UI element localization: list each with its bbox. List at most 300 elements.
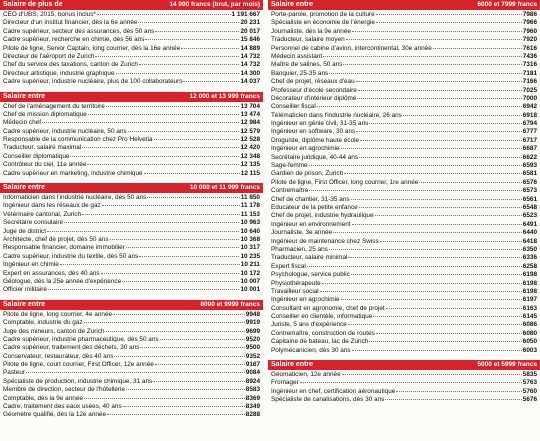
job-title: Chef de projet, industrie hydraulique: [271, 212, 374, 220]
job-title: Travailleur social: [271, 287, 319, 295]
salary-value: 14 732: [240, 52, 260, 60]
job-title: Cadre supérieur en marketing, industrie chimique: [3, 169, 143, 177]
salary-row: [0, 36, 263, 44]
salary-row: [268, 162, 540, 170]
dot-leader: [60, 264, 240, 265]
salary-row: [268, 170, 540, 178]
dot-leader: [358, 90, 522, 91]
dot-leader: [145, 39, 239, 40]
job-title: Psychologue, service public: [271, 271, 350, 279]
salary-value: 9352: [245, 352, 260, 360]
job-title: Cadre supérieur, recherche en chimie, dès 56 ans: [3, 36, 145, 44]
salary-value: 10 007: [240, 277, 260, 285]
job-title: Chef du service des taxations, canton de Zurich: [3, 61, 138, 69]
salary-row: [0, 194, 263, 202]
salary-row: [0, 353, 263, 361]
salary-row: [268, 263, 540, 271]
salary-row: [0, 219, 263, 227]
salary-value: 15 846: [240, 36, 260, 44]
salary-row: [268, 196, 540, 204]
job-title: Spécialiste en économie de l'énergie: [271, 19, 375, 27]
salary-row: [0, 11, 263, 19]
dot-leader: [110, 239, 240, 240]
salary-rows: [0, 102, 263, 179]
salary-value: 6145: [522, 313, 537, 321]
job-title: Cadre supérieur, traitement des déchets, 30 ans: [3, 344, 140, 352]
dot-leader: [122, 281, 239, 282]
salary-value: 12 115: [240, 169, 260, 177]
salary-row: [0, 411, 263, 419]
dot-leader: [419, 182, 521, 183]
salary-row: [0, 61, 263, 69]
salary-row: [0, 344, 263, 352]
job-title: Membre de direction, secteur de l'hôtellerie: [3, 386, 125, 394]
dot-leader: [356, 131, 522, 132]
section-header: [0, 183, 263, 193]
job-title: Architecte, chef de projet, dès 50 ans: [3, 235, 109, 243]
salary-value: 13 474: [240, 110, 260, 118]
job-title: Pasteur: [3, 369, 26, 377]
salary-row: [0, 128, 263, 136]
salary-value: 10 368: [240, 235, 260, 243]
salary-value: 7616: [522, 44, 537, 52]
salary-row: [0, 19, 263, 27]
salary-row: [268, 254, 540, 262]
dot-leader: [352, 31, 522, 32]
job-title: Cadre supérieur, industrie nucléaire, plus de 100 collaborateurs: [3, 78, 183, 86]
job-title: Médecin assistant: [271, 52, 323, 60]
job-title: Directeur d'un institut financier, dès la 6e année: [3, 19, 138, 27]
dot-leader: [344, 173, 522, 174]
dot-leader: [153, 381, 245, 382]
job-title: Expert en assurances, dès 40 ans: [3, 269, 100, 277]
dot-leader: [139, 64, 239, 65]
salary-row: [268, 45, 540, 53]
job-title: Chef de l'aménagement du territoire: [3, 102, 105, 110]
job-title: Secrétaire juridique, 40-44 ans: [271, 153, 359, 161]
dot-leader: [82, 214, 240, 215]
salary-row: [0, 286, 263, 294]
salary-rows: [0, 193, 263, 295]
dot-leader: [140, 347, 244, 348]
dot-leader: [376, 333, 522, 334]
salary-value: 9167: [245, 361, 260, 369]
salary-value: 20 231: [240, 19, 260, 27]
dot-leader: [396, 391, 521, 392]
job-title: Comptable, industrie du gaz: [3, 319, 83, 327]
job-title: Géomaticien, 12e année: [271, 371, 341, 379]
salary-value: 8369: [245, 394, 260, 402]
salary-row: [0, 311, 263, 319]
job-title: Juge des mineurs, canton de Zurich: [3, 327, 105, 335]
section-header: [0, 0, 263, 10]
job-title: Traducteur, salaire minimal: [271, 254, 348, 262]
section-title: Salaire entre: [3, 92, 46, 100]
dot-leader: [123, 406, 245, 407]
dot-leader: [106, 106, 240, 107]
dot-leader: [139, 256, 239, 257]
salary-row: [268, 137, 540, 145]
salary-row: [0, 261, 263, 269]
job-title: Ingénieur en agrochimie: [271, 145, 340, 153]
salary-value: 8924: [245, 377, 260, 385]
job-title: Secrétaire consulaire: [3, 219, 64, 227]
job-title: Éducateur de la petite enfance: [271, 203, 358, 211]
salary-value: 6198: [522, 271, 537, 279]
job-title: Traducteur, salaire moyen: [271, 36, 345, 44]
salary-value: 6198: [522, 287, 537, 295]
section-title: Salaire entre: [271, 361, 314, 369]
job-title: Géomètre qualifié, dès la 12e année: [3, 411, 107, 419]
salary-row: [268, 36, 540, 44]
salary-value: 7436: [522, 52, 537, 60]
salary-value: 7316: [522, 61, 537, 69]
salary-row: [0, 336, 263, 344]
job-title: Décorateur d'intérieur diplômé: [271, 94, 357, 102]
salary-value: 8349: [245, 403, 260, 411]
dot-leader: [403, 115, 522, 116]
right-column: [268, 0, 540, 405]
salary-value: 7986: [522, 11, 537, 18]
salary-row: [0, 119, 263, 127]
salary-value: 10 640: [240, 227, 260, 235]
salary-row: [0, 144, 263, 152]
salary-value: 12 984: [240, 119, 260, 127]
job-title: Informaticien dans l'industrie nucléaire, dès 50 ans: [3, 194, 147, 202]
salary-value: 6561: [522, 195, 537, 203]
salary-row: [0, 103, 263, 111]
job-title: Conseiller en clientèle, informatique: [271, 313, 373, 321]
salary-value: 10 172: [240, 269, 260, 277]
dot-leader: [343, 64, 521, 65]
salary-value: 6086: [522, 321, 537, 329]
job-title: Sage-femme: [271, 162, 308, 170]
job-title: Juriste, 5 ans d'expérience: [271, 321, 347, 329]
salary-row: [268, 271, 540, 279]
salary-value: 6491: [522, 220, 537, 228]
salary-row: [0, 395, 263, 403]
salary-row: [268, 246, 540, 254]
dot-leader: [385, 399, 521, 400]
salary-value: 8583: [245, 386, 260, 394]
dot-leader: [359, 207, 522, 208]
section-range: 14 000 francs (brut, par mois): [169, 1, 260, 8]
job-title: Juge de district: [3, 227, 46, 235]
salary-value: 12 348: [240, 152, 260, 160]
job-title: Directeur de l'aéroport de Zurich: [3, 52, 95, 60]
salary-row: [268, 321, 540, 329]
dot-leader: [333, 232, 522, 233]
salary-row: [0, 378, 263, 386]
dot-leader: [154, 139, 240, 140]
salary-row: [268, 95, 540, 103]
salary-row: [268, 388, 540, 396]
dot-leader: [376, 22, 522, 23]
job-title: Polymécanicien, dès 30 ans: [271, 346, 351, 354]
job-title: Consultant en agronomie, chef de projet: [271, 304, 385, 312]
salary-row: [0, 278, 263, 286]
salary-value: 5760: [522, 387, 537, 395]
job-title: Ingénieur de maintenance chez Swiss: [271, 237, 379, 245]
section-header: [268, 360, 540, 370]
dot-leader: [329, 249, 522, 250]
job-title: Contremaître: [271, 187, 309, 195]
salary-value: 6942: [522, 103, 537, 111]
dot-leader: [101, 273, 240, 274]
dot-leader: [160, 339, 245, 340]
dot-leader: [87, 164, 239, 165]
job-title: Banquier, 25-35 ans: [271, 69, 329, 77]
salary-row: [268, 120, 540, 128]
salary-value: 7181: [522, 69, 537, 77]
salary-row: [268, 347, 540, 355]
salary-row: [268, 238, 540, 246]
salary-value: 14 300: [240, 69, 260, 77]
salary-row: [268, 305, 540, 313]
salary-value: 11 850: [240, 194, 260, 202]
salary-row: [0, 28, 263, 36]
job-title: Droguiste, diplôme haute école: [271, 136, 360, 144]
job-title: Ingénieur en génie civil, 31-35 ans: [271, 120, 369, 128]
section-range: 5000 et 5999 francs: [477, 361, 537, 369]
salary-value: 9520: [245, 335, 260, 343]
job-title: Pilote de ligne, long courrier, 4e année: [3, 310, 113, 318]
dot-leader: [348, 324, 522, 325]
salary-value: 6440: [522, 229, 537, 237]
salary-value: 6080: [522, 329, 537, 337]
salary-value: 14 889: [240, 44, 260, 52]
job-title: Conseiller diplomatique: [3, 152, 70, 160]
salary-value: 5835: [522, 371, 537, 379]
dot-leader: [84, 322, 245, 323]
salary-row: [268, 371, 540, 379]
job-title: Ingénieur en agrochimie: [271, 296, 340, 304]
salary-row: [268, 61, 540, 69]
salary-row: [268, 87, 540, 95]
salary-value: 6050: [522, 338, 537, 346]
job-title: Chef de projet, réseaux d'eau: [271, 78, 355, 86]
job-title: Cadre supérieur, industrie nucléaire, 50 ans: [3, 127, 127, 135]
salary-value: 20 017: [240, 27, 260, 35]
salary-value: 6794: [522, 120, 537, 128]
dot-leader: [320, 291, 522, 292]
dot-leader: [342, 374, 522, 375]
job-title: Fromager: [271, 379, 299, 387]
salary-value: 9919: [245, 319, 260, 327]
salary-row: [0, 170, 263, 178]
salary-row: [268, 128, 540, 136]
salary-rows: [268, 370, 540, 405]
dot-leader: [433, 48, 522, 49]
salary-row: [268, 112, 540, 120]
salary-row: [268, 154, 540, 162]
job-title: Pilote de ligne, court courrier, First Officer, 12e année: [3, 361, 154, 369]
salary-row: [0, 369, 263, 377]
salary-value: 9699: [245, 327, 260, 335]
salary-value: 6163: [522, 304, 537, 312]
section-title: Salaire entre: [3, 300, 46, 308]
salary-row: [0, 236, 263, 244]
salary-row: [268, 396, 540, 404]
job-title: Journaliste, dès la 9e année: [271, 27, 351, 35]
dot-leader: [369, 123, 521, 124]
salary-value: 6336: [522, 254, 537, 262]
dot-leader: [329, 73, 522, 74]
dot-leader: [307, 266, 522, 267]
salary-row: [268, 11, 540, 19]
dot-leader: [155, 364, 245, 365]
dot-leader: [369, 341, 521, 342]
salary-value: 11 153: [240, 210, 260, 218]
salary-row: [0, 361, 263, 369]
salary-value: 6573: [522, 187, 537, 195]
salary-value: 13 704: [240, 102, 260, 110]
salary-row: [268, 221, 540, 229]
job-title: Expert fiscal: [271, 262, 306, 270]
salary-value: 6523: [522, 212, 537, 220]
salary-value: 6548: [522, 203, 537, 211]
salary-value: 11 178: [240, 202, 260, 210]
dot-leader: [309, 165, 522, 166]
job-title: Spécialiste de production, industrie chimique, 31 ans: [3, 377, 153, 385]
section-title: Salaire de plus de: [3, 1, 63, 8]
dot-leader: [70, 156, 239, 157]
salary-value: 7966: [522, 19, 537, 27]
salary-row: [0, 386, 263, 394]
dot-leader: [360, 140, 522, 141]
dot-leader: [126, 389, 245, 390]
dot-leader: [114, 356, 244, 357]
dot-leader: [116, 73, 240, 74]
salary-value: 6581: [522, 170, 537, 178]
job-title: Ingénieur en chef, certification aéronautique: [271, 387, 396, 395]
dot-leader: [359, 157, 522, 158]
job-title: Responsable de la communication chez Pro Helvetia: [3, 136, 153, 144]
job-title: Contremaître, construction de routes: [271, 329, 375, 337]
dot-leader: [42, 122, 239, 123]
job-title: Maître de salines, 50 ans: [271, 61, 343, 69]
job-title: Officier militaire: [3, 286, 47, 294]
job-title: Télématicien dans l'industrie nucléaire, 26 ans: [271, 111, 402, 119]
salary-row: [268, 103, 540, 111]
salary-value: 6198: [522, 279, 537, 287]
salary-rows: [0, 10, 263, 87]
dot-leader: [352, 224, 522, 225]
salary-row: [268, 313, 540, 321]
salary-value: 6418: [522, 237, 537, 245]
salary-value: 9084: [245, 369, 260, 377]
job-title: Médecin chef: [3, 119, 42, 127]
salary-row: [268, 288, 540, 296]
job-title: Chef de mission diplomatique: [3, 110, 87, 118]
dot-leader: [147, 197, 239, 198]
section-range: 12 000 et 13 999 francs: [189, 92, 260, 100]
job-title: Pharmacien, 25 ans: [271, 245, 328, 253]
salary-value: 12 528: [240, 136, 260, 144]
salary-value: 10 001: [240, 286, 260, 294]
dot-leader: [47, 231, 239, 232]
salary-row: [0, 270, 263, 278]
salary-row: [268, 187, 540, 195]
salary-rows: [0, 310, 263, 420]
dot-leader: [357, 98, 521, 99]
job-title: Porte-parole, promotion de la culture: [271, 11, 375, 18]
salary-value: 7166: [522, 78, 537, 86]
salary-row: [0, 70, 263, 78]
salary-value: 6622: [522, 153, 537, 161]
salary-row: [268, 145, 540, 153]
salary-value: 10 317: [240, 244, 260, 252]
job-title: Personnel de cabine d'avion, intercontinental, 30e année: [271, 44, 432, 52]
salary-value: 6717: [522, 136, 537, 144]
salary-value: 10 211: [240, 261, 260, 269]
dot-leader: [375, 215, 522, 216]
salary-value: 7920: [522, 36, 537, 44]
salary-row: [0, 153, 263, 161]
salary-value: 1 191 667: [231, 11, 260, 18]
dot-leader: [380, 241, 522, 242]
section-header: [0, 92, 263, 102]
job-title: Gardien de prison, Zurich: [271, 170, 344, 178]
salary-value: 6593: [522, 162, 537, 170]
job-title: Directeur artistique, industrie graphique: [3, 69, 115, 77]
dot-leader: [138, 22, 239, 23]
dot-leader: [107, 414, 245, 415]
salary-value: 10 235: [240, 252, 260, 260]
dot-leader: [113, 314, 245, 315]
dot-leader: [341, 148, 522, 149]
salary-value: 9948: [245, 310, 260, 318]
salary-value: 5676: [522, 396, 537, 404]
section-title: Salaire entre: [3, 184, 46, 192]
left-column: [0, 0, 263, 420]
salary-value: 12 135: [240, 161, 260, 169]
job-title: Physiothérapeute: [271, 279, 321, 287]
salary-row: [0, 319, 263, 327]
dot-leader: [88, 114, 240, 115]
salary-row: [0, 228, 263, 236]
salary-value: 14 037: [240, 78, 260, 86]
salary-row: [268, 229, 540, 237]
salary-row: [0, 45, 263, 53]
salary-value: 12 420: [240, 144, 260, 152]
section-header: [268, 0, 540, 10]
dot-leader: [341, 299, 522, 300]
salary-value: 6918: [522, 111, 537, 119]
salary-row: [0, 328, 263, 336]
dot-leader: [373, 316, 522, 317]
salary-value: 6350: [522, 245, 537, 253]
salary-row: [0, 202, 263, 210]
salary-value: 6197: [522, 296, 537, 304]
salary-value: 7000: [522, 94, 537, 102]
salary-row: [0, 161, 263, 169]
job-title: Traducteur, salaire maximal: [3, 144, 82, 152]
salary-row: [268, 204, 540, 212]
section-range: 8000 et 9999 francs: [200, 300, 260, 308]
job-title: Cadre, traitement des eaux usées, 40 ans: [3, 403, 122, 411]
salary-value: 14 732: [240, 61, 260, 69]
dot-leader: [181, 48, 239, 49]
dot-leader: [155, 31, 239, 32]
dot-leader: [126, 247, 240, 248]
job-title: Comptable, dès la 9e année: [3, 394, 83, 402]
section-header: [0, 300, 263, 310]
salary-row: [268, 179, 540, 187]
dot-leader: [48, 289, 240, 290]
salary-row: [0, 211, 263, 219]
job-title: Vétérinaire cantonal, Zurich: [3, 210, 82, 218]
